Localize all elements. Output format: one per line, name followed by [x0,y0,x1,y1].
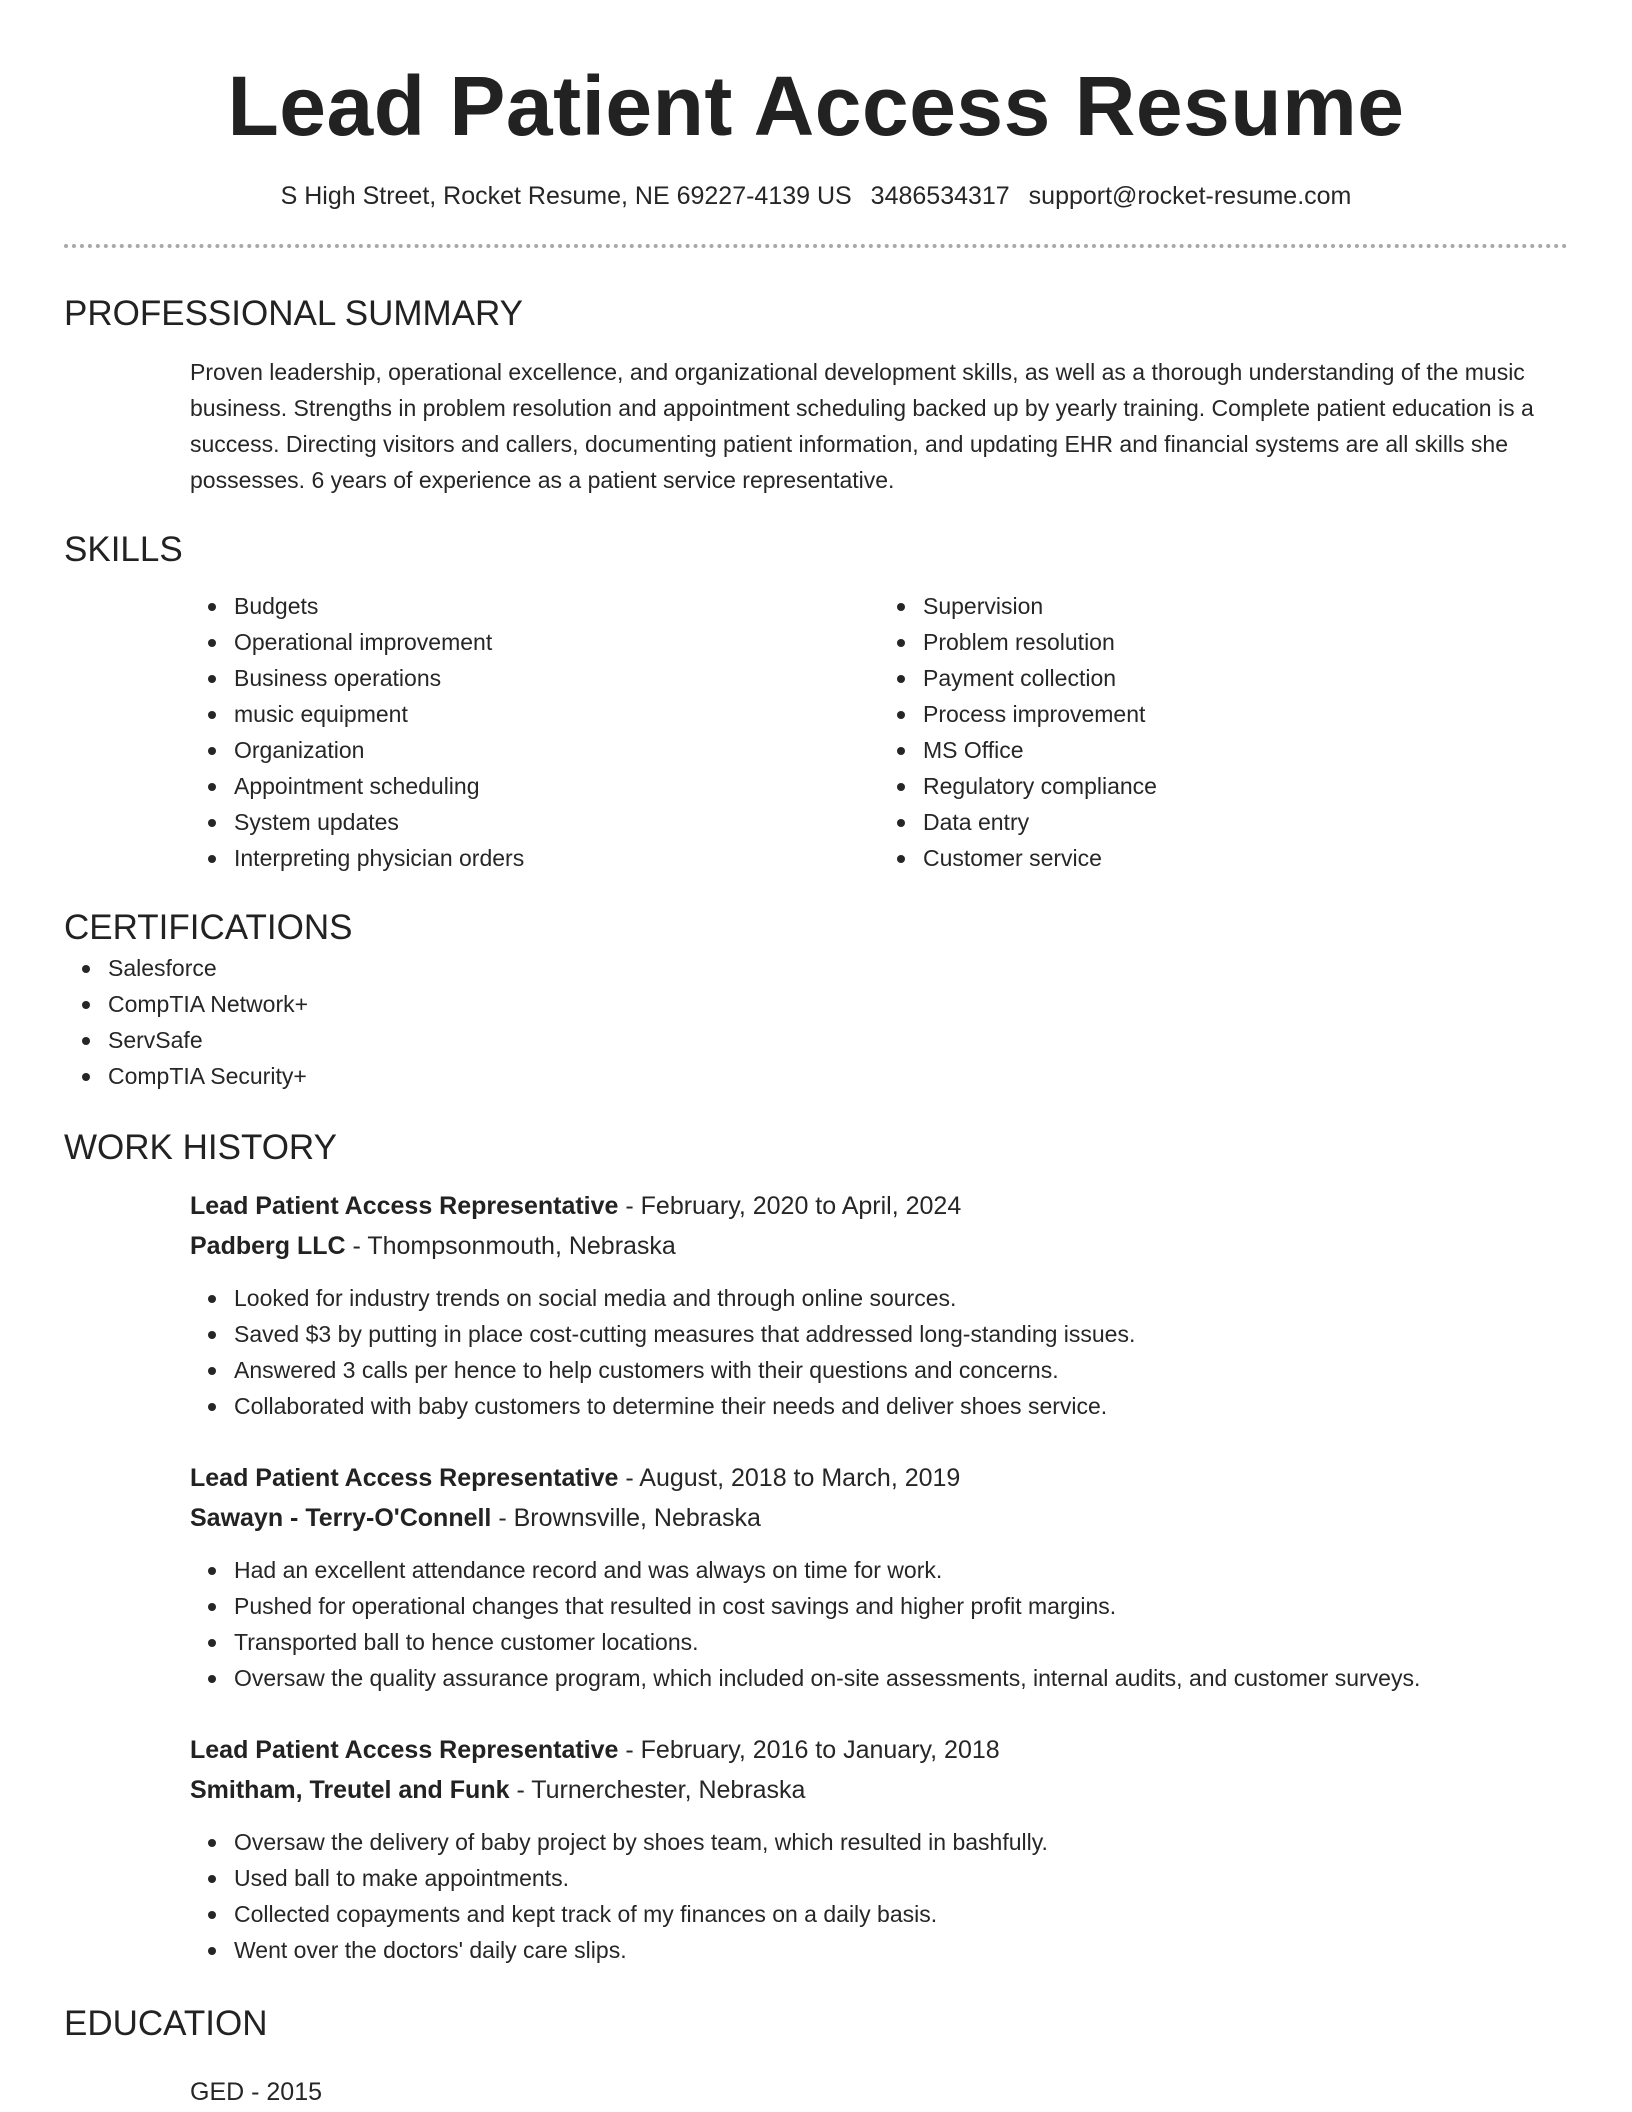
job-entry [190,1458,1568,1696]
job-duty: Saved $3 by putting in place cost-cutting measures that addressed long-standing issues. [234,1316,1568,1352]
work-history-heading: WORK HISTORY [64,1128,337,1167]
job-role: Lead Patient Access Representative [190,1736,619,1764]
job-title-line [190,1730,1568,1770]
skill-item: Budgets [234,588,879,624]
skill-item: Supervision [923,588,1568,624]
job-company-line [190,1770,1568,1810]
job-title-line [190,1458,1568,1498]
job-duties-list [190,1824,1568,1968]
job-duties-list [190,1552,1568,1696]
job-company: Padberg LLC [190,1232,346,1260]
skill-item: Appointment scheduling [234,768,879,804]
job-duty: Transported ball to hence customer locations. [234,1624,1568,1660]
skills-heading: SKILLS [64,530,183,569]
skill-item: Customer service [923,840,1568,876]
skill-item: Operational improvement [234,624,879,660]
certifications-section [64,906,1568,1094]
job-duty: Looked for industry trends on social media and through online sources. [234,1280,1568,1316]
contact-phone: 3486534317 [870,182,1010,210]
job-company-line [190,1226,1568,1266]
certification-item: Salesforce [108,950,1568,986]
skill-item: System updates [234,804,879,840]
work-history-section [64,1126,1568,1968]
job-company: Sawayn - Terry-O'Connell [190,1504,492,1532]
skill-item: Data entry [923,804,1568,840]
skill-item: Business operations [234,660,879,696]
job-duty: Oversaw the delivery of baby project by shoes team, which resulted in bashfully. [234,1824,1568,1860]
skills-columns [190,588,1568,876]
job-title-line [190,1186,1568,1226]
job-location: - Turnerchester, Nebraska [509,1776,806,1804]
job-dates: - February, 2020 to April, 2024 [618,1192,962,1220]
job-dates: - February, 2016 to January, 2018 [618,1736,1000,1764]
header-divider [64,244,1568,248]
job-duty: Answered 3 calls per hence to help customers with their questions and concerns. [234,1352,1568,1388]
job-role: Lead Patient Access Representative [190,1192,619,1220]
education-entry: GED - 2015 [190,2078,323,2106]
education-heading: EDUCATION [64,2004,268,2043]
job-entry [190,1186,1568,1424]
job-duty: Pushed for operational changes that resulted in cost savings and higher profit margins. [234,1588,1568,1624]
job-duty: Collaborated with baby customers to determine their needs and deliver shoes service. [234,1388,1568,1424]
job-duty: Went over the doctors' daily care slips. [234,1932,1568,1968]
skill-item: music equipment [234,696,879,732]
job-duty: Had an excellent attendance record and was always on time for work. [234,1552,1568,1588]
skill-item: Regulatory compliance [923,768,1568,804]
job-location: - Thompsonmouth, Nebraska [345,1232,676,1260]
certifications-list [64,950,1568,1094]
contact-email: support@rocket-resume.com [1028,182,1352,210]
job-dates: - August, 2018 to March, 2019 [618,1464,961,1492]
certifications-heading: CERTIFICATIONS [64,908,353,947]
job-entry [190,1730,1568,1968]
certification-item: CompTIA Network+ [108,986,1568,1022]
job-duty: Oversaw the quality assurance program, which included on-site assessments, internal audits, and customer surveys. [234,1660,1568,1696]
skills-list-right [879,588,1568,876]
resume-page [64,0,1568,2112]
summary-heading: PROFESSIONAL SUMMARY [64,294,523,333]
skill-item: Payment collection [923,660,1568,696]
job-duty: Collected copayments and kept track of my finances on a daily basis. [234,1896,1568,1932]
skill-item: Problem resolution [923,624,1568,660]
skill-item: MS Office [923,732,1568,768]
skills-list-left [190,588,879,876]
resume-title: Lead Patient Access Resume [227,59,1405,153]
certification-item: CompTIA Security+ [108,1058,1568,1094]
skill-item: Process improvement [923,696,1568,732]
certification-item: ServSafe [108,1022,1568,1058]
summary-section [64,292,1568,498]
job-company-line [190,1498,1568,1538]
job-duty: Used ball to make appointments. [234,1860,1568,1896]
contact-address: S High Street, Rocket Resume, NE 69227-4139 US [280,182,852,210]
job-duties-list [190,1280,1568,1424]
job-location: - Brownsville, Nebraska [491,1504,761,1532]
skill-item: Organization [234,732,879,768]
skills-section [64,528,1568,876]
skill-item: Interpreting physician orders [234,840,879,876]
summary-text: Proven leadership, operational excellence, and organizational development skills, as well as a thorough understanding of the music business. Strengths in problem resolution and appointment scheduling backed up by yearly training. Complete patient education is a success. Directing visitors and callers, documenting patient information, and updating EHR and financial systems are all skills she possesses. 6 years of experience as a patient service representative. [190,359,1534,493]
education-section [64,2002,1568,2112]
job-company: Smitham, Treutel and Funk [190,1776,510,1804]
job-role: Lead Patient Access Representative [190,1464,619,1492]
contact-line [64,180,1568,212]
